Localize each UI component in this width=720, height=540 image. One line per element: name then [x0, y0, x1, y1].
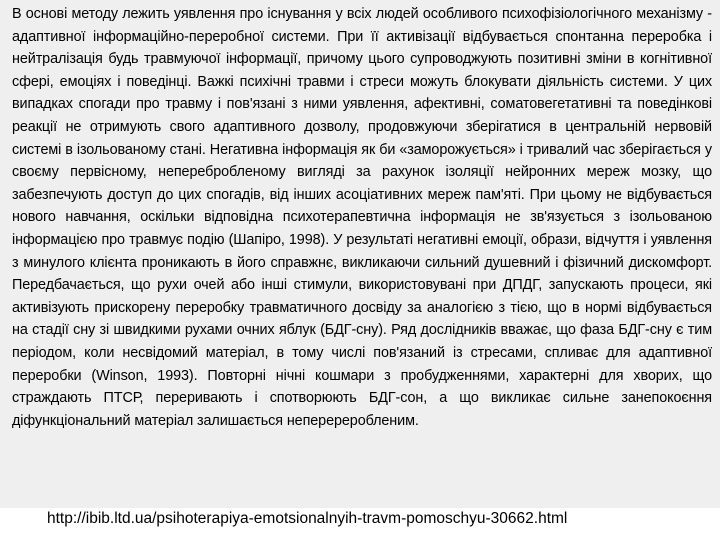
- body-paragraph: В основі методу лежить уявлення про існування у всіх людей особливого психофізіологічного механізму - адаптивної інформаційно-переробної системи. При її активізації відбувається спонтанна переробка і нейтралізація будь травмуючої інформації, причому цього супроводжують позитивні зміни в когнітивної сфері, емоціях і поведінці. Важкі психічні травми і стреси можуть блокувати діяльність системи. У цих випадках спогади про травму і пов'язані з ними уявлення, афективні, соматовегетативні та поведінкові реакції не отримують свого адаптивного дозволу, продовжуючи зберігатися в центральній нервовій системі в ізольованому стані. Негативна інформація як би «заморожується» і тривалий час зберігається у своєму первісному, неперебробленому вигляді за рахунок ізоляції нейронних мереж мозку, що забезпечують доступ до цих спогадів, від інших асоціативних мереж пам'яті. При цьому не відбувається нового навчання, оскільки відповідна психотерапевтична інформація не зв'язується з ізольованою інформацією про травмує подію (Шапіро, 1998). У результаті негативні емоції, образи, відчуття і уявлення з минулого клієнта проникають в його справжнє, викликаючи сильний душевний і фізичний дискомфорт. Передбачається, що рухи очей або інші стимули, використовувані при ДПДГ, запускають процеси, які активізують прискорену переробку травматичного досвіду за аналогією з тією, що в нормі відбувається на стадії сну зі швидкими рухами очних яблук (БДГ-сну). Ряд дослідників вважає, що фаза БДГ-сну є тим періодом, коли несвідомий матеріал, в тому числі пов'язаний із стресами, спливає для адаптивної переробки (Winson, 1993). Повторні нічні кошмари з пробудженнями, характерні для хворих, що страждають ПТСР, переривають і спотворюють БДГ-сон, а що викликає сильне занепокоєння діфункціональний матеріал залишається неперереробленим.: [12, 6, 712, 429]
- source-url-link[interactable]: http://ibib.ltd.ua/psihoterapiya-emotsionalnyih-travm-pomoschyu-30662.html: [47, 510, 568, 527]
